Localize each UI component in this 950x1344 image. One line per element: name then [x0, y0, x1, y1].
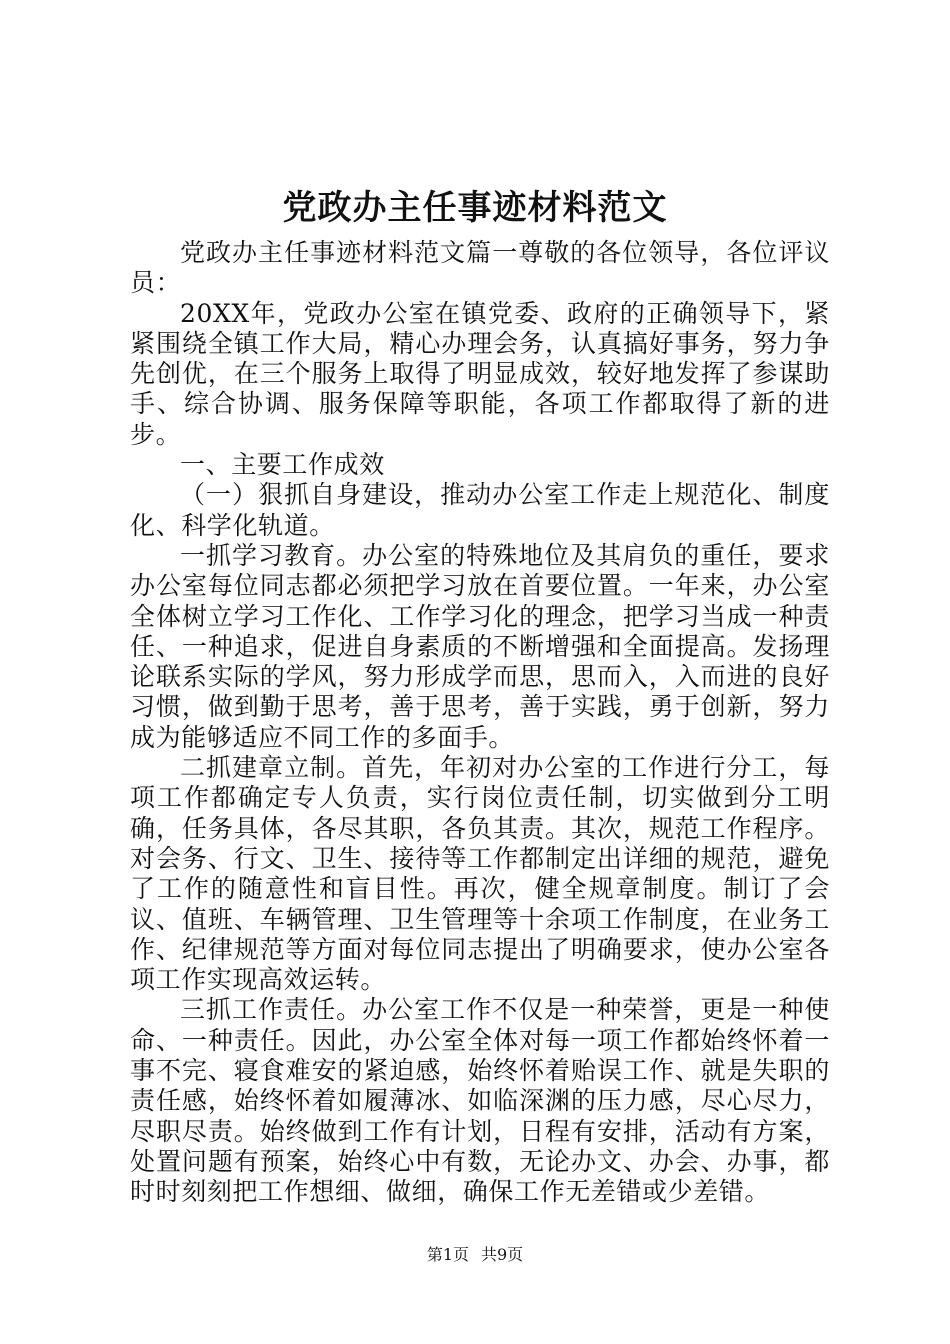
page-number: 第1页	[426, 1245, 469, 1264]
section-heading: 一、主要工作成效	[180, 450, 385, 480]
page-footer	[0, 1244, 950, 1266]
paragraph-salutation: 党政办主任事迹材料范文篇一尊敬的各位领导，各位评议员：	[130, 238, 830, 298]
page-total: 共9页	[481, 1245, 524, 1264]
paragraph-rules: 二抓建章立制。首先，年初对办公室的工作进行分工，每项工作都确定专人负责，实行岗位责任制，切实做到分工明确，任务具体，各尽其职，各负其责。其次，规范工作程序。对会务、行文、卫生、接待等工作都制定出详细的规范，避免了工作的随意性和盲目性。再次，健全规章制度。制订了会议、值班、车辆管理、卫生管理等十余项工作制度，在业务工作、纪律规范等方面对每位同志提出了明确要求，使办公室各项工作实现高效运转。	[130, 753, 830, 995]
subsection-heading: （一）狠抓自身建设，推动办公室工作走上规范化、制度化、科学化轨道。	[130, 480, 830, 540]
paragraph-study: 一抓学习教育。办公室的特殊地位及其肩负的重任，要求办公室每位同志都必须把学习放在首要位置。一年来，办公室全体树立学习工作化、工作学习化的理念，把学习当成一种责任、一种追求，促进自身素质的不断增强和全面提高。发扬理论联系实际的学风，努力形成学而思，思而入，入而进的良好习惯，做到勤于思考，善于思考，善于实践，勇于创新，努力成为能够适应不同工作的多面手。	[130, 540, 830, 752]
paragraph-intro: 20XX年，党政办公室在镇党委、政府的正确领导下，紧紧围绕全镇工作大局，精心办理会务，认真搞好事务，努力争先创优，在三个服务上取得了明显成效，较好地发挥了参谋助手、综合协调、服务保障等职能，各项工作都取得了新的进步。	[130, 298, 830, 449]
document-title: 党政办主任事迹材料范文	[282, 188, 668, 228]
document-body	[130, 238, 830, 1208]
paragraph-responsibility: 三抓工作责任。办公室工作不仅是一种荣誉，更是一种使命、一种责任。因此，办公室全体对每一项工作都始终怀着一事不完、寝食难安的紧迫感，始终怀着贻误工作、就是失职的责任感，始终怀着如履薄冰、如临深渊的压力感，尽心尽力，尽职尽责。始终做到工作有计划，日程有安排，活动有方案，处置问题有预案，始终心中有数，无论办文、办会、办事，都时时刻刻把工作想细、做细，确保工作无差错或少差错。	[130, 995, 830, 1207]
